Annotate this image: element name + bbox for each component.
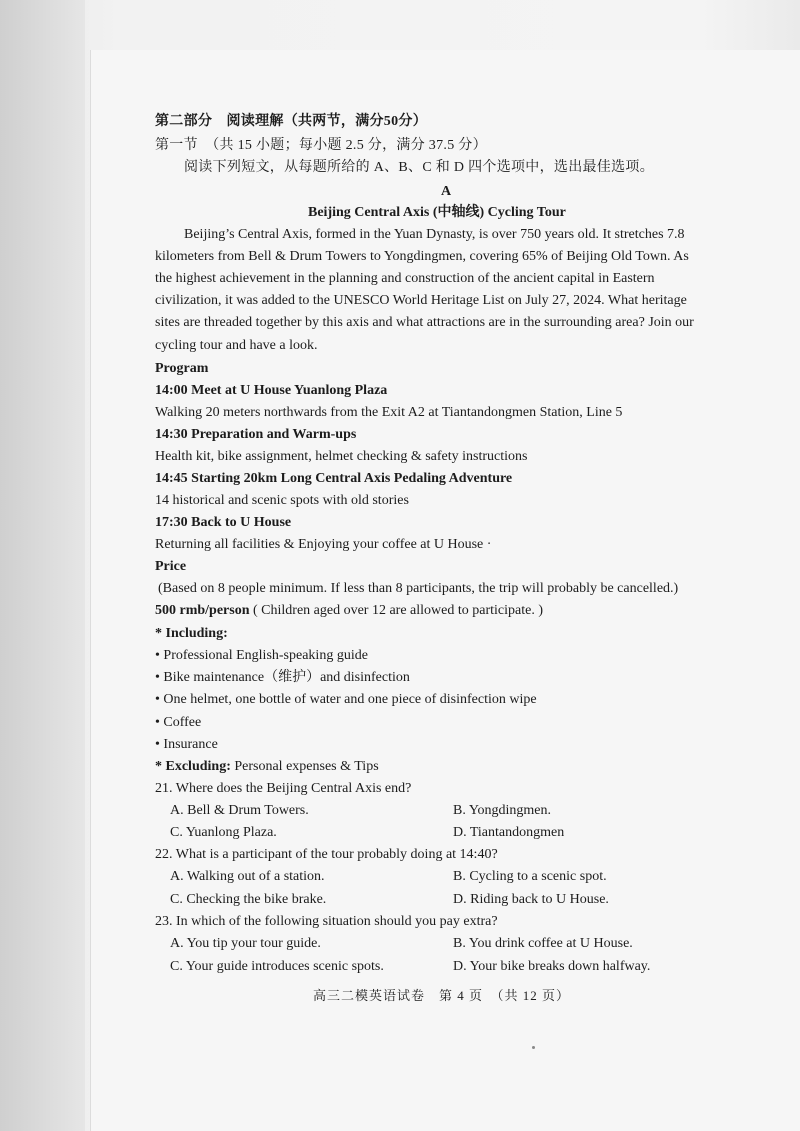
including-item-4: • Coffee xyxy=(155,715,202,730)
intro-line-3: the highest achievement in the planning and construction of the ancient capital in Eastern xyxy=(155,271,655,286)
program-time-4: 17:30 Back to U House xyxy=(155,515,292,530)
intro-line-2: kilometers from Bell & Drum Towers to Yongdingmen, covering 65% of Beijing Old Town. As xyxy=(155,249,689,264)
question-23-option-c[interactable]: C. Your guide introduces scenic spots. xyxy=(170,959,384,974)
question-22-option-c[interactable]: C. Checking the bike brake. xyxy=(170,892,327,907)
question-23-stem: 23. In which of the following situation should you pay extra? xyxy=(155,914,498,929)
page-footer: 高三二模英语试卷 第 4 页 （共 12 页） xyxy=(313,988,571,1003)
intro-line-1: Beijing’s Central Axis, formed in the Yuan Dynasty, is over 750 years old. It stretches 7.8 xyxy=(184,227,685,242)
question-21-option-a[interactable]: A. Bell & Drum Towers. xyxy=(170,803,309,818)
intro-line-5: sites are threaded together by this axis and what attractions are in the surrounding area? Join our xyxy=(155,315,694,330)
program-time-2: 14:30 Preparation and Warm-ups xyxy=(155,427,357,442)
excluding-line xyxy=(155,758,379,776)
program-heading: Program xyxy=(155,361,209,376)
price-children: ( Children aged over 12 are allowed to participate. ) xyxy=(253,603,543,618)
question-21-option-b[interactable]: B. Yongdingmen. xyxy=(453,803,552,818)
price-heading: Price xyxy=(155,559,187,574)
scan-speck xyxy=(532,1046,535,1049)
price-line xyxy=(155,602,543,620)
question-23-option-b[interactable]: B. You drink coffee at U House. xyxy=(453,936,633,951)
program-time-1: 14:00 Meet at U House Yuanlong Plaza xyxy=(155,383,388,398)
passage-letter: A xyxy=(441,184,452,199)
question-21-option-d[interactable]: D. Tiantandongmen xyxy=(453,825,565,840)
intro-line-4: civilization, it was added to the UNESCO World Heritage List on July 27, 2024. What heritage xyxy=(155,293,687,308)
price-amount: 500 rmb/person xyxy=(155,603,250,618)
program-detail-3: 14 historical and scenic spots with old stories xyxy=(155,493,409,508)
passage-title: Beijing Central Axis (中轴线) Cycling Tour xyxy=(308,205,566,220)
question-22-option-a[interactable]: A. Walking out of a station. xyxy=(170,869,325,884)
question-21-stem: 21. Where does the Beijing Central Axis end? xyxy=(155,781,412,796)
including-heading: * Including: xyxy=(155,626,228,641)
program-detail-1: Walking 20 meters northwards from the Exit A2 at Tiantandongmen Station, Line 5 xyxy=(155,405,623,420)
subsection-title: 第一节 （共 15 小题；每小题 2.5 分，满分 37.5 分） xyxy=(155,138,487,153)
intro-line-6: cycling tour and have a look. xyxy=(155,338,318,353)
excluding-label: * Excluding: xyxy=(155,759,231,774)
including-item-2: • Bike maintenance（维护）and disinfection xyxy=(155,670,410,685)
including-item-5: • Insurance xyxy=(155,737,218,752)
question-23-option-a[interactable]: A. You tip your tour guide. xyxy=(170,936,321,951)
including-item-1: • Professional English-speaking guide xyxy=(155,648,368,663)
price-note: (Based on 8 people minimum. If less than 8 participants, the trip will probably be cancelled.) xyxy=(158,581,679,596)
scan-edge-shadow xyxy=(0,0,85,1131)
question-21-option-c[interactable]: C. Yuanlong Plaza. xyxy=(170,825,277,840)
excluding-text: Personal expenses & Tips xyxy=(230,759,379,774)
part-title: 第二部分 阅读理解（共两节，满分50分） xyxy=(155,114,427,129)
program-time-3: 14:45 Starting 20km Long Central Axis Pedaling Adventure xyxy=(155,471,513,486)
question-22-option-d[interactable]: D. Riding back to U House. xyxy=(453,892,609,907)
question-23-option-d[interactable]: D. Your bike breaks down halfway. xyxy=(453,959,651,974)
question-22-option-b[interactable]: B. Cycling to a scenic spot. xyxy=(453,869,607,884)
instructions: 阅读下列短文，从每题所给的 A、B、C 和 D 四个选项中，选出最佳选项。 xyxy=(184,160,654,175)
including-item-3: • One helmet, one bottle of water and one piece of disinfection wipe xyxy=(155,692,537,707)
program-detail-2: Health kit, bike assignment, helmet checking & safety instructions xyxy=(155,449,528,464)
program-detail-4: Returning all facilities & Enjoying your coffee at U House · xyxy=(155,537,492,552)
question-22-stem: 22. What is a participant of the tour probably doing at 14:40? xyxy=(155,847,498,862)
